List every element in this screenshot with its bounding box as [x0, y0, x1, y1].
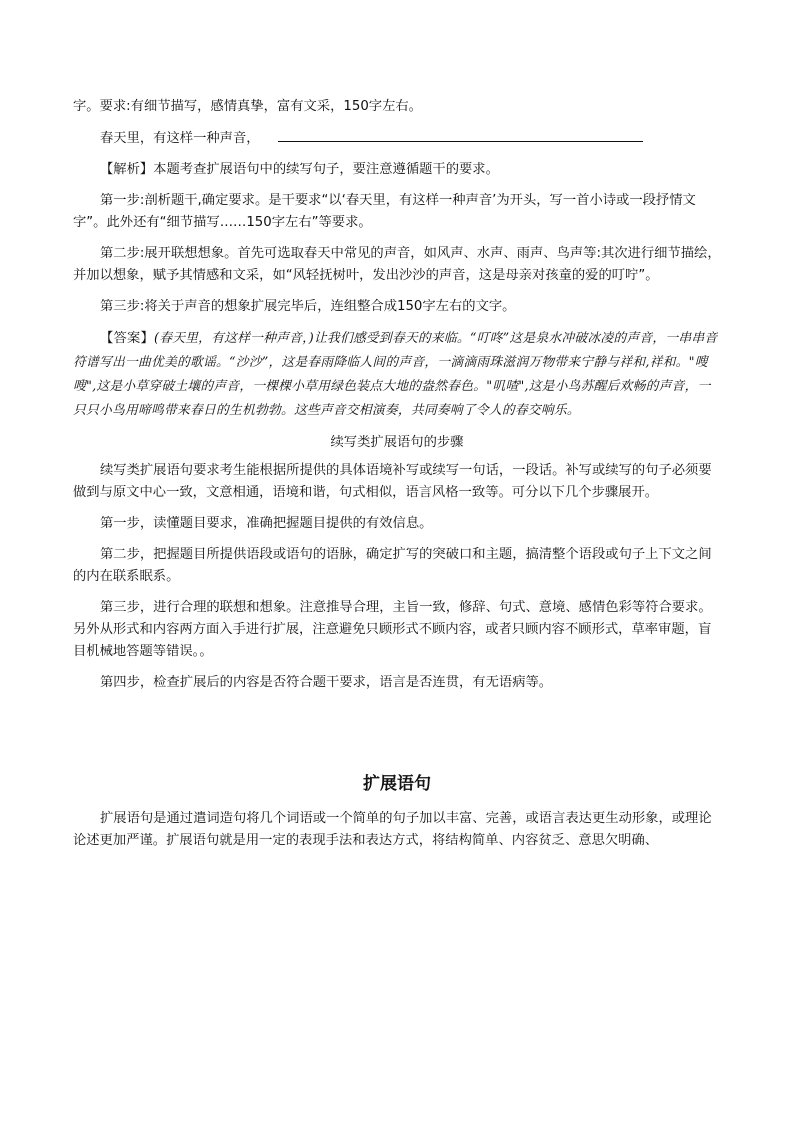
- method-step-4: 第四步，检查扩展后的内容是否符合题干要求，语言是否连贯，有无语病等。: [100, 675, 553, 690]
- document-page: [73, 96, 721, 861]
- answer-tag: 【答案】: [100, 331, 154, 346]
- question-continuation: 字。要求:有细节描写，感情真挚，富有文采，150字左右。: [73, 99, 422, 114]
- answer-paragraph: [73, 327, 721, 423]
- answer-blank-line: [278, 127, 643, 142]
- method-step-1: 第一步，读懂题目要求，准确把握题目提供的有效信息。: [100, 516, 433, 531]
- question-prompt: 春天里，有这样一种声音，: [100, 131, 260, 146]
- method-title: 续写类扩展语句的步骤: [330, 435, 464, 450]
- method-step-3: 第三步，进行合理的联想和想象。注意推导合理，主旨一致，修辞、句式、意境、感情色彩等符合要求。另外从形式和内容两方面入手进行扩展，注意避免只顾形式不顾内容，或者只顾内容不顾形式，草率审题，盲目机械地答题等错误。。: [73, 600, 712, 659]
- method-step-2: 第二步，把握题目所提供语段或语句的语脉，确定扩写的突破口和主题，搞清整个语段或句子上下文之间的内在联系眠系。: [73, 547, 712, 584]
- answer-text: (春天里，有这样一种声音，)让我们感受到春天的来临。“叮咚”这是泉水冲破冰凌的声音，一串串音符谱写出一曲优美的歌谣。“沙沙”，这是春雨降临人间的声音，一滴滴雨珠滋润万物带来宁静与祥和,祥和。"嗖嗖",这是小草穿破土壤的声音，一棵棵小草用绿色装点大地的盎然春色。"叽喳",这是小鸟苏醒后欢畅的声音，一只只小鸟用啼鸣带来春日的生机勃勃。这些声音交相演奏，共同奏响了令人的春交响乐。: [73, 331, 718, 418]
- method-intro: 续写类扩展语句要求考生能根据所提供的具体语境补写或续写一句话，一段话。补写或续写的句子必须要做到与原文中心一致，文意相通，语境和谐，句式相似，语言风格一致等。可分以下几个步骤展开。: [73, 463, 712, 500]
- section-intro: 扩展语句是通过遣词造句将几个词语或一个简单的句子加以丰富、完善，或语言表达更生动形象，或理论论述更加严谨。扩展语句就是用一定的表现手法和表达方式，将结构简单、内容贫乏、意思欠明确、: [73, 811, 712, 848]
- question-prompt-line: [73, 127, 721, 150]
- section-heading: 扩展语句: [363, 774, 431, 794]
- analysis-step-3: 第三步:将关于声音的想象扩展完毕后，连组整合成150字左右的文字。: [100, 299, 516, 314]
- analysis-paragraph: 【解析】本题考查扩展语句中的续写句子，要注意遵循题干的要求。: [100, 162, 499, 177]
- analysis-step-1: 第一步:剖析题干,确定要求。是干要求“以‘春天里，有这样一种声音’为开头，写一首小诗或一段抒情文字”。此外还有“细节描写……150字左右”等要求。: [73, 193, 696, 230]
- analysis-step-2: 第二步:展开联想想象。首先可选取春天中常见的声音，如风声、水声、雨声、鸟声等:其次进行细节描绘，并加以想象，赋予其情感和文采，如“风轻抚树叶，发出沙沙的声音，这是母亲对孩童的爱的叮咛”。: [73, 246, 721, 283]
